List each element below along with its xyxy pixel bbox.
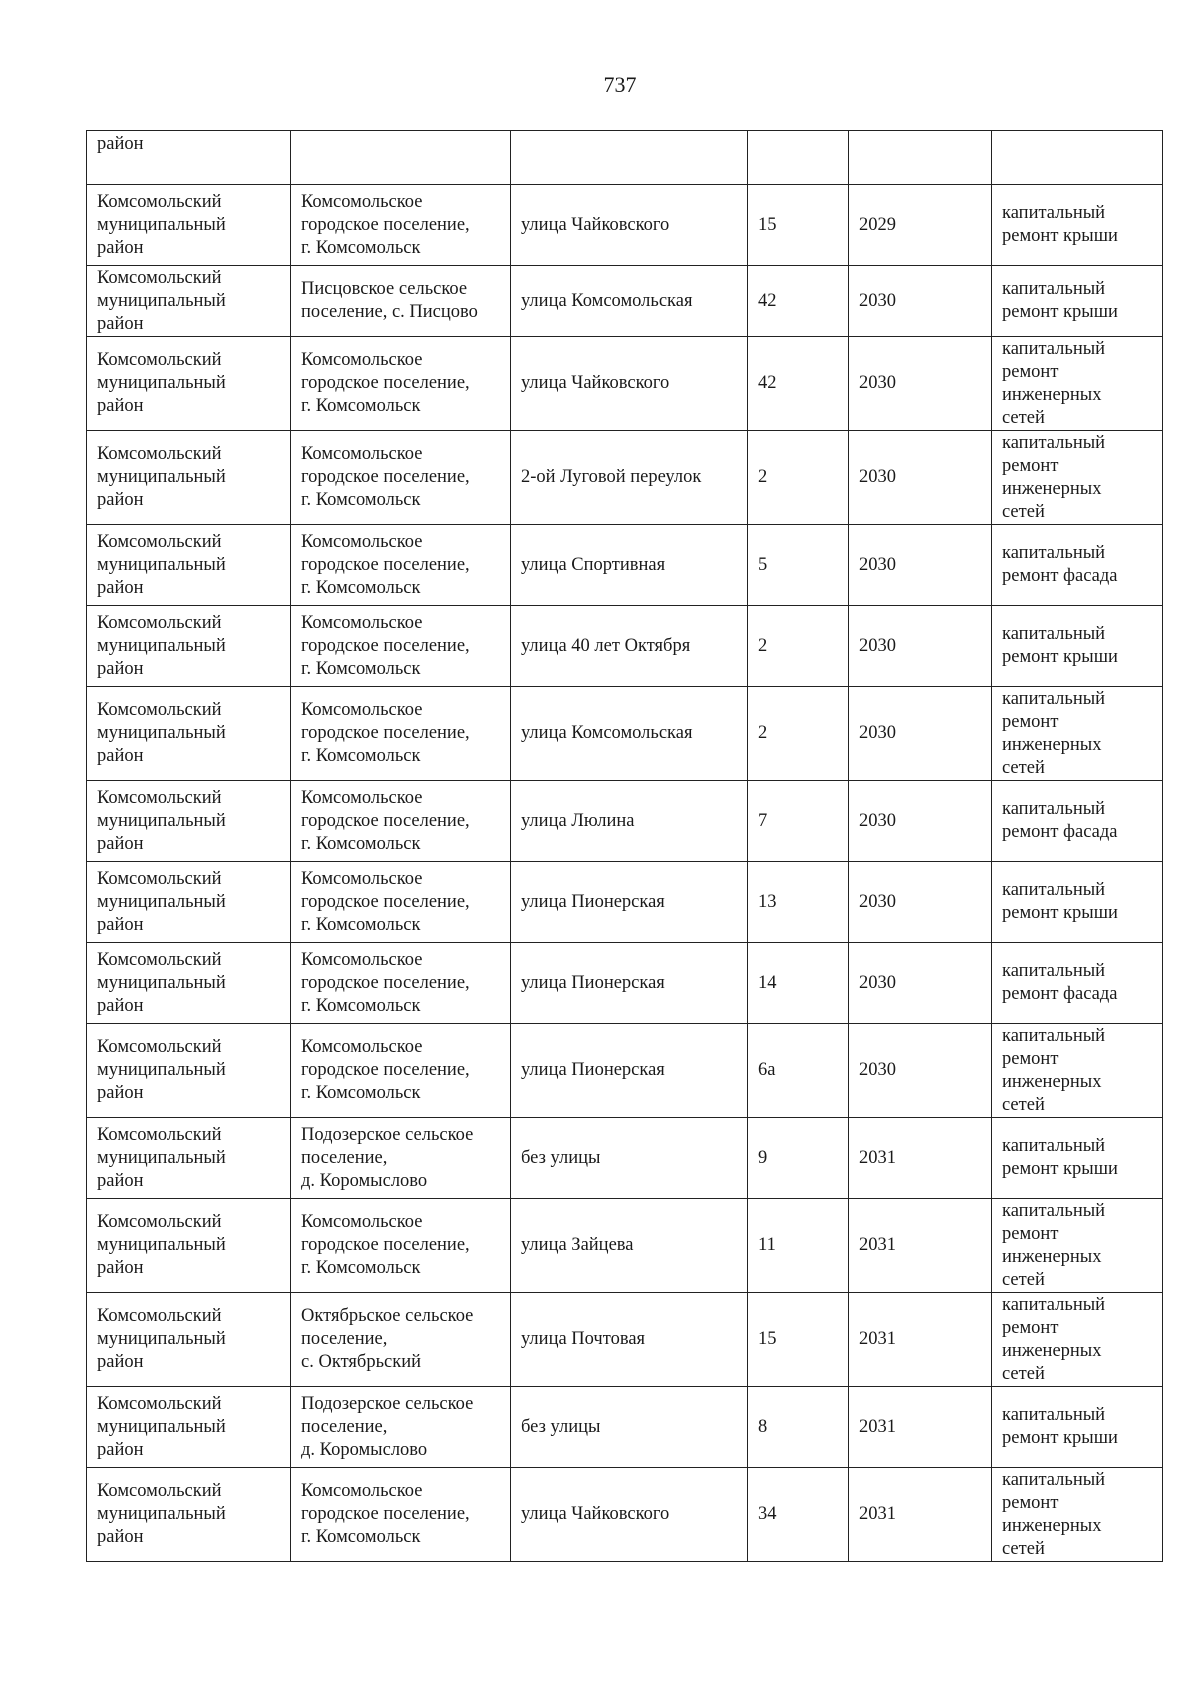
cell-house-number: 15 [748, 1293, 849, 1387]
cell-work-type: капитальный ремонт инженерных сетей [992, 337, 1163, 431]
cell-work-type: капитальный ремонт инженерных сетей [992, 1024, 1163, 1118]
cell-year: 2030 [849, 781, 992, 862]
cell-district: район [87, 131, 291, 185]
cell-house-number: 14 [748, 943, 849, 1024]
cell-house-number: 34 [748, 1468, 849, 1562]
cell-year: 2030 [849, 687, 992, 781]
table-row [87, 781, 1163, 862]
cell-work-type: капитальный ремонт крыши [992, 266, 1163, 337]
cell-work-type: капитальный ремонт инженерных сетей [992, 1293, 1163, 1387]
cell-house-number: 15 [748, 185, 849, 266]
cell-work-type: капитальный ремонт крыши [992, 606, 1163, 687]
table-row [87, 943, 1163, 1024]
cell-year: 2030 [849, 1024, 992, 1118]
cell-district: Комсомольский муниципальный район [87, 337, 291, 431]
cell-house-number: 42 [748, 266, 849, 337]
cell-district: Комсомольский муниципальный район [87, 943, 291, 1024]
cell-house-number: 8 [748, 1387, 849, 1468]
cell-district: Комсомольский муниципальный район [87, 185, 291, 266]
cell-settlement: Комсомольское городское поселение, г. Комсомольск [291, 525, 511, 606]
cell-year [849, 131, 992, 185]
cell-year: 2029 [849, 185, 992, 266]
cell-house-number: 2 [748, 431, 849, 525]
cell-house-number: 42 [748, 337, 849, 431]
cell-year: 2031 [849, 1387, 992, 1468]
cell-district: Комсомольский муниципальный район [87, 1468, 291, 1562]
cell-settlement: Комсомольское городское поселение, г. Комсомольск [291, 1199, 511, 1293]
cell-settlement: Комсомольское городское поселение, г. Комсомольск [291, 606, 511, 687]
cell-house-number [748, 131, 849, 185]
cell-street [511, 131, 748, 185]
cell-year: 2030 [849, 337, 992, 431]
cell-street: улица Комсомольская [511, 266, 748, 337]
page-number: 737 [603, 72, 637, 97]
cell-district: Комсомольский муниципальный район [87, 525, 291, 606]
cell-street: 2-ой Луговой переулок [511, 431, 748, 525]
cell-settlement: Комсомольское городское поселение, г. Комсомольск [291, 943, 511, 1024]
cell-house-number: 13 [748, 862, 849, 943]
cell-district: Комсомольский муниципальный район [87, 862, 291, 943]
cell-settlement [291, 131, 511, 185]
cell-street: без улицы [511, 1387, 748, 1468]
cell-district: Комсомольский муниципальный район [87, 1118, 291, 1199]
cell-year: 2030 [849, 943, 992, 1024]
cell-work-type: капитальный ремонт крыши [992, 862, 1163, 943]
table-row [87, 606, 1163, 687]
table-row [87, 185, 1163, 266]
cell-year: 2030 [849, 862, 992, 943]
cell-settlement: Комсомольское городское поселение, г. Комсомольск [291, 1468, 511, 1562]
cell-district: Комсомольский муниципальный район [87, 1024, 291, 1118]
cell-street: улица Зайцева [511, 1199, 748, 1293]
cell-year: 2031 [849, 1118, 992, 1199]
cell-work-type: капитальный ремонт крыши [992, 1387, 1163, 1468]
cell-district: Комсомольский муниципальный район [87, 781, 291, 862]
cell-house-number: 5 [748, 525, 849, 606]
cell-street: улица Пионерская [511, 943, 748, 1024]
cell-year: 2031 [849, 1293, 992, 1387]
cell-work-type: капитальный ремонт фасада [992, 943, 1163, 1024]
cell-work-type: капитальный ремонт фасада [992, 781, 1163, 862]
table-row [87, 1468, 1163, 1562]
cell-district: Комсомольский муниципальный район [87, 1387, 291, 1468]
capital-repair-table [86, 130, 1163, 1562]
cell-house-number: 2 [748, 687, 849, 781]
cell-settlement: Комсомольское городское поселение, г. Комсомольск [291, 862, 511, 943]
cell-district: Комсомольский муниципальный район [87, 266, 291, 337]
cell-settlement: Комсомольское городское поселение, г. Комсомольск [291, 431, 511, 525]
cell-street: улица Чайковского [511, 185, 748, 266]
table-row [87, 1293, 1163, 1387]
cell-year: 2030 [849, 431, 992, 525]
cell-district: Комсомольский муниципальный район [87, 1199, 291, 1293]
cell-settlement: Комсомольское городское поселение, г. Комсомольск [291, 781, 511, 862]
table-row [87, 431, 1163, 525]
cell-street: улица 40 лет Октября [511, 606, 748, 687]
cell-settlement: Писцовское сельское поселение, с. Писцово [291, 266, 511, 337]
cell-settlement: Подозерское сельское поселение, д. Коромыслово [291, 1387, 511, 1468]
cell-district: Комсомольский муниципальный район [87, 1293, 291, 1387]
cell-district: Комсомольский муниципальный район [87, 687, 291, 781]
cell-year: 2031 [849, 1468, 992, 1562]
cell-settlement: Комсомольское городское поселение, г. Комсомольск [291, 185, 511, 266]
cell-work-type: капитальный ремонт инженерных сетей [992, 1468, 1163, 1562]
cell-street: без улицы [511, 1118, 748, 1199]
table-row [87, 862, 1163, 943]
cell-year: 2030 [849, 606, 992, 687]
cell-settlement: Подозерское сельское поселение, д. Коромыслово [291, 1118, 511, 1199]
cell-year: 2030 [849, 266, 992, 337]
cell-year: 2030 [849, 525, 992, 606]
table-row [87, 1387, 1163, 1468]
cell-settlement: Комсомольское городское поселение, г. Комсомольск [291, 337, 511, 431]
cell-work-type: капитальный ремонт фасада [992, 525, 1163, 606]
table-row [87, 1118, 1163, 1199]
cell-work-type: капитальный ремонт крыши [992, 185, 1163, 266]
cell-settlement: Комсомольское городское поселение, г. Комсомольск [291, 1024, 511, 1118]
continued-row [87, 131, 1163, 185]
cell-district: Комсомольский муниципальный район [87, 431, 291, 525]
cell-street: улица Чайковского [511, 1468, 748, 1562]
cell-street: улица Комсомольская [511, 687, 748, 781]
cell-settlement: Октябрьское сельское поселение, с. Октябрьский [291, 1293, 511, 1387]
table-row [87, 1024, 1163, 1118]
cell-street: улица Пионерская [511, 1024, 748, 1118]
table-row [87, 687, 1163, 781]
cell-work-type: капитальный ремонт инженерных сетей [992, 687, 1163, 781]
table-row [87, 337, 1163, 431]
cell-house-number: 2 [748, 606, 849, 687]
cell-work-type [992, 131, 1163, 185]
table-row [87, 525, 1163, 606]
cell-street: улица Пионерская [511, 862, 748, 943]
table-row [87, 1199, 1163, 1293]
cell-work-type: капитальный ремонт крыши [992, 1118, 1163, 1199]
cell-street: улица Люлина [511, 781, 748, 862]
cell-house-number: 6а [748, 1024, 849, 1118]
cell-house-number: 7 [748, 781, 849, 862]
cell-work-type: капитальный ремонт инженерных сетей [992, 1199, 1163, 1293]
cell-house-number: 11 [748, 1199, 849, 1293]
cell-settlement: Комсомольское городское поселение, г. Комсомольск [291, 687, 511, 781]
cell-district: Комсомольский муниципальный район [87, 606, 291, 687]
cell-work-type: капитальный ремонт инженерных сетей [992, 431, 1163, 525]
cell-house-number: 9 [748, 1118, 849, 1199]
cell-street: улица Спортивная [511, 525, 748, 606]
cell-year: 2031 [849, 1199, 992, 1293]
table-row [87, 266, 1163, 337]
cell-street: улица Почтовая [511, 1293, 748, 1387]
cell-street: улица Чайковского [511, 337, 748, 431]
table-body [87, 131, 1163, 1562]
